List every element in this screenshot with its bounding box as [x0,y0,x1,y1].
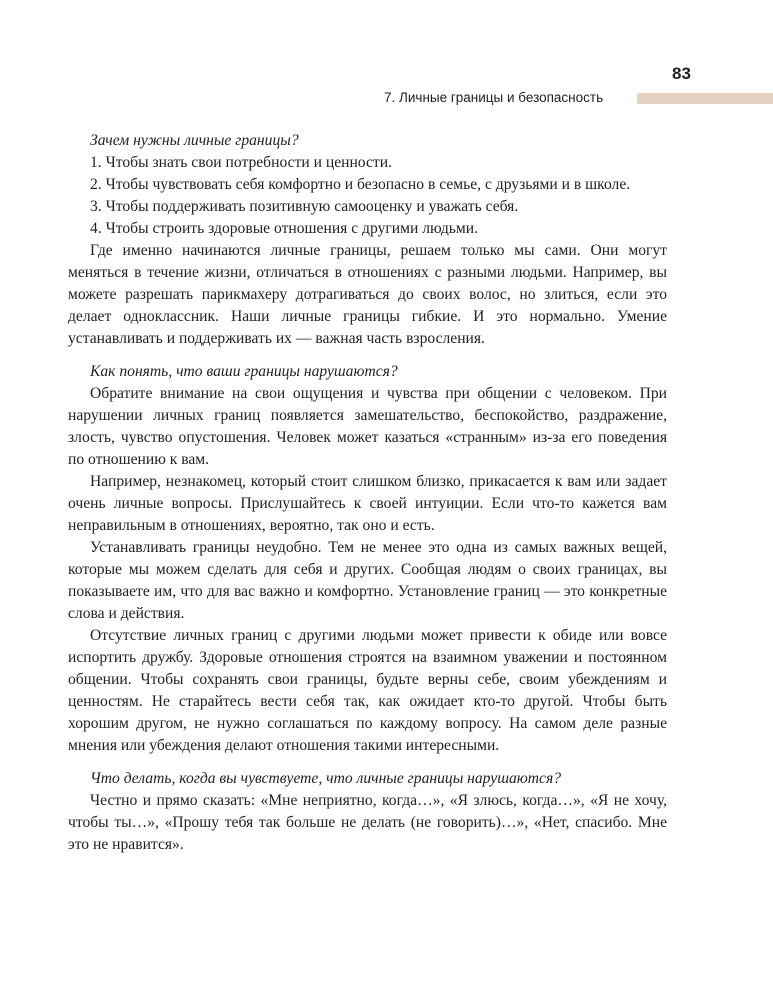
paragraph: Отсутствие личных границ с другими людьми может привести к обиде или вовсе испортить дружбу. Здоровые отношения строятся на взаимном уважении и постоянном общении. Чтобы сохранять свои границы, будьте верны себе, своим убеждениям и ценностям. Не старайтесь вести себя так, как ожидает кто-то другой. Чтобы быть хорошим другом, не нужно соглашаться по каждому вопросу. На самом деле разные мнения или убеждения делают отношения такими интересными. [68,627,667,754]
chapter-accent-bar [637,93,773,104]
section-heading-what-to-do: Что делать, когда вы чувствуете, что личные границы нарушаются? [90,770,561,787]
paragraph: Например, незнакомец, который стоит слишком близко, прикасается к вам или задает очень личные вопросы. Прислушайтесь к своей интуиции. Если что-то кажется вам неправильным в отношениях, вероятно, так оно и есть. [68,473,667,534]
paragraph: Где именно начинаются личные границы, решаем только мы сами. Они могут меняться в течение жизни, отличаться в отношениях с разными людьми. Например, вы можете разрешать парикмахеру дотрагиваться до своих волос, но злиться, если это делает одноклассник. Наши личные границы гибкие. И это нормально. Умение устанавливать и поддерживать их — важная часть взросления. [68,242,667,347]
page-number: 83 [672,64,691,83]
paragraph: Устанавливать границы неудобно. Тем не менее это одна из самых важных вещей, которые мы можем сделать для себя и других. Сообщая людям о своих границах, вы показываете им, что для вас важно и комфортно. Установление границ — это конкретные слова и действия. [68,539,667,622]
list-item: 1. Чтобы знать свои потребности и ценности. [90,154,392,171]
paragraph: Обратите внимание на свои ощущения и чувства при общении с человеком. При нарушении личных границ появляется замешательство, беспокойство, раздражение, злость, чувство опустошения. Человек может казаться «странным» из-за его поведения по отношению к вам. [68,385,667,468]
section-heading-why: Зачем нужны личные границы? [90,132,299,149]
paragraph: Честно и прямо сказать: «Мне неприятно, когда…», «Я злюсь, когда…», «Я не хочу, чтобы ты…», «Прошу тебя так больше не делать (не говорить)…», «Нет, спасибо. Мне это не нравится». [68,792,667,853]
chapter-title: 7. Личные границы и безопасность [384,90,604,105]
section-heading-how-to-understand: Как понять, что ваши границы нарушаются? [90,363,398,380]
list-item: 3. Чтобы поддерживать позитивную самооценку и уважать себя. [90,198,519,215]
list-item: 2. Чтобы чувствовать себя комфортно и безопасно в семье, с друзьями и в школе. [90,176,631,193]
page-content [68,130,667,856]
list-item: 4. Чтобы строить здоровые отношения с другими людьми. [90,220,479,237]
